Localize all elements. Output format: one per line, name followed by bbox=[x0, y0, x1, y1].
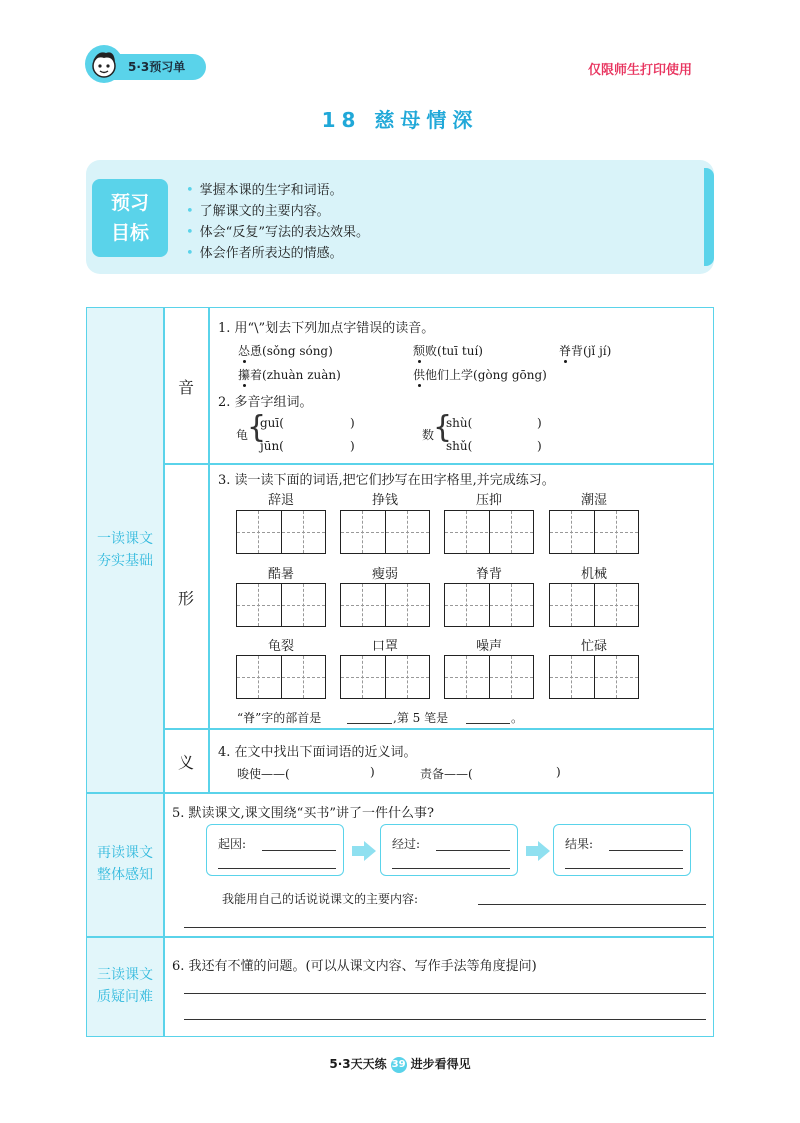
footer-left: 5·3天天练 bbox=[329, 1057, 387, 1071]
tian-grid[interactable] bbox=[444, 583, 534, 627]
vocab-word: 口罩 bbox=[371, 639, 398, 654]
section2-label: 再读课文 整体感知 bbox=[97, 845, 153, 883]
tian-grid[interactable] bbox=[236, 655, 326, 699]
vocab-word: 忙碌 bbox=[580, 639, 607, 654]
result-blank[interactable] bbox=[565, 868, 683, 869]
goals-panel-edge bbox=[704, 168, 714, 266]
q5-prompt: 5. 默读课文,课文围绕“买书”讲了一件什么事? bbox=[172, 806, 434, 821]
polyphone-reading[interactable]: shǔ( bbox=[446, 439, 473, 453]
vocab-word: 脊背 bbox=[475, 567, 502, 582]
section3-label: 三读课文 质疑问难 bbox=[97, 967, 153, 1005]
bullet-icon: • bbox=[186, 246, 194, 261]
print-notice: 仅限师生打印使用 bbox=[588, 63, 693, 78]
q1-item: 供他们上学(gòng gōng) bbox=[413, 368, 547, 382]
vocab-word: 压抑 bbox=[475, 493, 502, 508]
tian-grid[interactable] bbox=[236, 583, 326, 627]
polyphone-char: 数 bbox=[422, 428, 435, 442]
footer-right: 进步看得见 bbox=[410, 1057, 471, 1071]
page-number: 39 bbox=[391, 1057, 407, 1073]
radical-blank[interactable] bbox=[347, 723, 392, 724]
series-label: 5·3预习单 bbox=[128, 60, 186, 74]
cause-blank[interactable] bbox=[262, 850, 336, 851]
q1-item: 怂恿(sǒng sóng) bbox=[238, 344, 333, 358]
process-blank[interactable] bbox=[392, 868, 510, 869]
close-paren: ) bbox=[556, 765, 561, 779]
tian-grid[interactable] bbox=[236, 510, 326, 554]
stroke-blank[interactable] bbox=[466, 723, 510, 724]
goal-item: • 了解课文的主要内容。 bbox=[186, 204, 330, 219]
question-line[interactable] bbox=[184, 993, 706, 994]
cause-blank[interactable] bbox=[218, 868, 336, 869]
q1-prompt: 1. 用“\”划去下列加点字错误的读音。 bbox=[218, 321, 435, 336]
close-paren: ) bbox=[537, 416, 542, 430]
tian-grid[interactable] bbox=[340, 583, 430, 627]
q3-prompt: 3. 读一读下面的词语,把它们抄写在田字格里,并完成练习。 bbox=[218, 473, 555, 488]
process-label: 经过: bbox=[392, 837, 421, 851]
cause-label: 起因: bbox=[218, 837, 247, 851]
tian-grid[interactable] bbox=[444, 510, 534, 554]
goal-item: • 体会“反复”写法的表达效果。 bbox=[186, 225, 369, 240]
tian-grid[interactable] bbox=[340, 655, 430, 699]
goals-badge-line2: 目标 bbox=[110, 222, 149, 244]
q3-tail-b: ,第 5 笔是 bbox=[393, 711, 449, 725]
q6-prompt: 6. 我还有不懂的问题。(可以从课文内容、写作手法等角度提问) bbox=[172, 959, 537, 974]
tian-grid[interactable] bbox=[549, 655, 639, 699]
divider bbox=[163, 463, 714, 465]
brace-icon: { bbox=[247, 410, 267, 445]
tian-grid[interactable] bbox=[340, 510, 430, 554]
page-title: 18 慈母情深 bbox=[321, 108, 479, 132]
synonym-item-1[interactable]: 唆使——( bbox=[237, 767, 290, 781]
tian-grid[interactable] bbox=[549, 583, 639, 627]
vocab-word: 瘦弱 bbox=[371, 567, 398, 582]
tian-grid[interactable] bbox=[444, 655, 534, 699]
vocab-word: 机械 bbox=[580, 567, 607, 582]
q3-tail-c: 。 bbox=[511, 711, 524, 725]
goals-list bbox=[186, 180, 369, 264]
polyphone-reading[interactable]: guī( bbox=[260, 416, 284, 430]
bullet-icon: • bbox=[186, 225, 194, 240]
vocab-word: 龟裂 bbox=[267, 639, 294, 654]
q4-prompt: 4. 在文中找出下面词语的近义词。 bbox=[218, 745, 417, 760]
meaning-label: 义 bbox=[177, 753, 194, 772]
close-paren: ) bbox=[350, 439, 355, 453]
divider bbox=[86, 792, 714, 794]
section1-label: 一读课文 夯实基础 bbox=[97, 531, 153, 569]
footer bbox=[0, 1055, 800, 1073]
synonym-item-2[interactable]: 责备——( bbox=[420, 767, 473, 781]
summary-line[interactable] bbox=[478, 904, 706, 905]
close-paren: ) bbox=[537, 439, 542, 453]
form-label: 形 bbox=[177, 589, 194, 608]
goal-item: • 掌握本课的生字和词语。 bbox=[186, 183, 343, 198]
close-paren: ) bbox=[350, 416, 355, 430]
mascot-icon bbox=[84, 44, 124, 84]
divider bbox=[208, 307, 210, 793]
q2-prompt: 2. 多音字组词。 bbox=[218, 395, 313, 410]
divider bbox=[163, 307, 165, 1037]
bullet-icon: • bbox=[186, 204, 194, 219]
q1-item: 颓败(tuī tuí) bbox=[413, 344, 483, 358]
bullet-icon: • bbox=[186, 183, 194, 198]
tian-grid[interactable] bbox=[549, 510, 639, 554]
arrow-icon bbox=[352, 846, 364, 856]
vocab-word: 酷暑 bbox=[267, 567, 294, 582]
summary-prompt: 我能用自己的话说说课文的主要内容: bbox=[222, 892, 419, 906]
sound-label: 音 bbox=[177, 378, 194, 397]
goals-badge-line1: 预习 bbox=[110, 192, 149, 214]
goals-panel bbox=[86, 160, 714, 274]
arrow-icon bbox=[364, 841, 376, 861]
result-label: 结果: bbox=[565, 837, 594, 851]
polyphone-char: 龟 bbox=[236, 428, 249, 442]
q1-item: 脊背(jǐ jí) bbox=[559, 344, 612, 358]
process-blank[interactable] bbox=[436, 850, 510, 851]
summary-line[interactable] bbox=[184, 927, 706, 928]
polyphone-reading[interactable]: jūn( bbox=[260, 439, 284, 453]
vocab-word: 挣钱 bbox=[371, 493, 398, 508]
divider bbox=[86, 936, 714, 938]
arrow-icon bbox=[526, 846, 538, 856]
goals-badge bbox=[92, 179, 168, 257]
result-blank[interactable] bbox=[609, 850, 683, 851]
arrow-icon bbox=[538, 841, 550, 861]
q1-item: 攥着(zhuàn zuàn) bbox=[238, 368, 341, 382]
question-line[interactable] bbox=[184, 1019, 706, 1020]
vocab-word: 辞退 bbox=[267, 493, 294, 508]
q3-tail-a: “脊”字的部首是 bbox=[237, 711, 322, 725]
vocab-word: 潮湿 bbox=[580, 493, 607, 508]
vocab-word: 噪声 bbox=[475, 639, 502, 654]
polyphone-reading[interactable]: shù( bbox=[446, 416, 473, 430]
brace-icon: { bbox=[433, 410, 453, 445]
divider bbox=[163, 728, 714, 730]
goal-item: • 体会作者所表达的情感。 bbox=[186, 246, 343, 261]
close-paren: ) bbox=[370, 765, 375, 779]
